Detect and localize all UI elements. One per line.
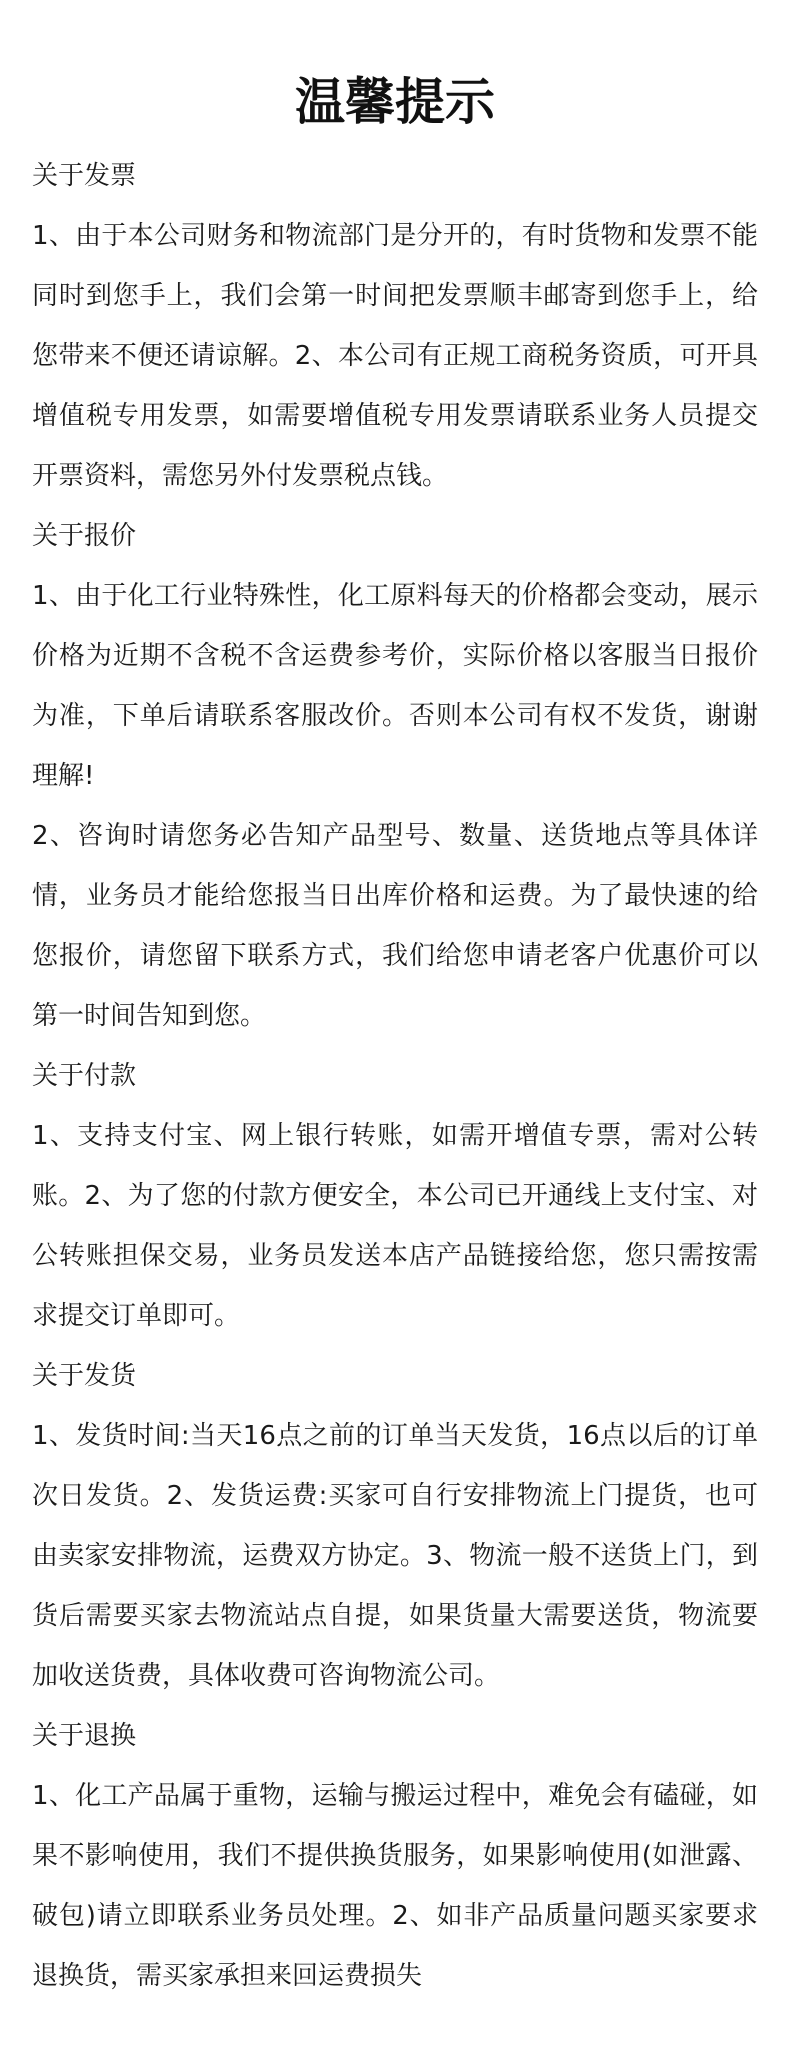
section-quotation — [32, 506, 758, 1046]
section-heading-quotation: 关于报价 — [32, 521, 137, 551]
page-title: 温馨提示 — [295, 72, 495, 131]
section-payment — [32, 1046, 758, 1346]
quotation-paragraph-2: 2、咨询时请您务必告知产品型号、数量、送货地点等具体详情，业务员才能给您报当日出库价格和运费。为了最快速的给您报价，请您留下联系方式，我们给您申请老客户优惠价可以第一时间告知到您。 — [32, 821, 758, 1031]
section-shipping — [32, 1346, 758, 1706]
section-heading-invoice: 关于发票 — [32, 161, 137, 191]
payment-paragraph: 1、支持支付宝、网上银行转账，如需开增值专票，需对公转账。2、为了您的付款方便安全，本公司已开通线上支付宝、对公转账担保交易，业务员发送本店产品链接给您，您只需按需求提交订单即可。 — [32, 1121, 758, 1331]
returns-paragraph: 1、化工产品属于重物，运输与搬运过程中，难免会有磕碰，如果不影响使用，我们不提供换货服务，如果影响使用(如泄露、破包)请立即联系业务员处理。2、如非产品质量问题买家要求退换货，需买家承担来回运费损失 — [32, 1781, 758, 1991]
section-heading-shipping: 关于发货 — [32, 1361, 137, 1391]
quotation-paragraph-1: 1、由于化工行业特殊性，化工原料每天的价格都会变动，展示价格为近期不含税不含运费参考价，实际价格以客服当日报价为准，下单后请联系客服改价。否则本公司有权不发货，谢谢理解! — [32, 581, 758, 791]
section-heading-returns: 关于退换 — [32, 1721, 137, 1751]
invoice-paragraph: 1、由于本公司财务和物流部门是分开的，有时货物和发票不能同时到您手上，我们会第一时间把发票顺丰邮寄到您手上，给您带来不便还请谅解。2、本公司有正规工商税务资质，可开具增值税专用发票，如需要增值税专用发票请联系业务人员提交开票资料，需您另外付发票税点钱。 — [32, 221, 758, 491]
section-invoice — [32, 146, 758, 506]
section-heading-payment: 关于付款 — [32, 1061, 137, 1091]
section-returns — [32, 1706, 758, 2006]
shipping-paragraph: 1、发货时间:当天16点之前的订单当天发货，16点以后的订单次日发货。2、发货运费:买家可自行安排物流上门提货，也可由卖家安排物流，运费双方协定。3、物流一般不送货上门，到货后需要买家去物流站点自提，如果货量大需要送货，物流要加收送货费，具体收费可咨询物流公司。 — [32, 1421, 758, 1691]
